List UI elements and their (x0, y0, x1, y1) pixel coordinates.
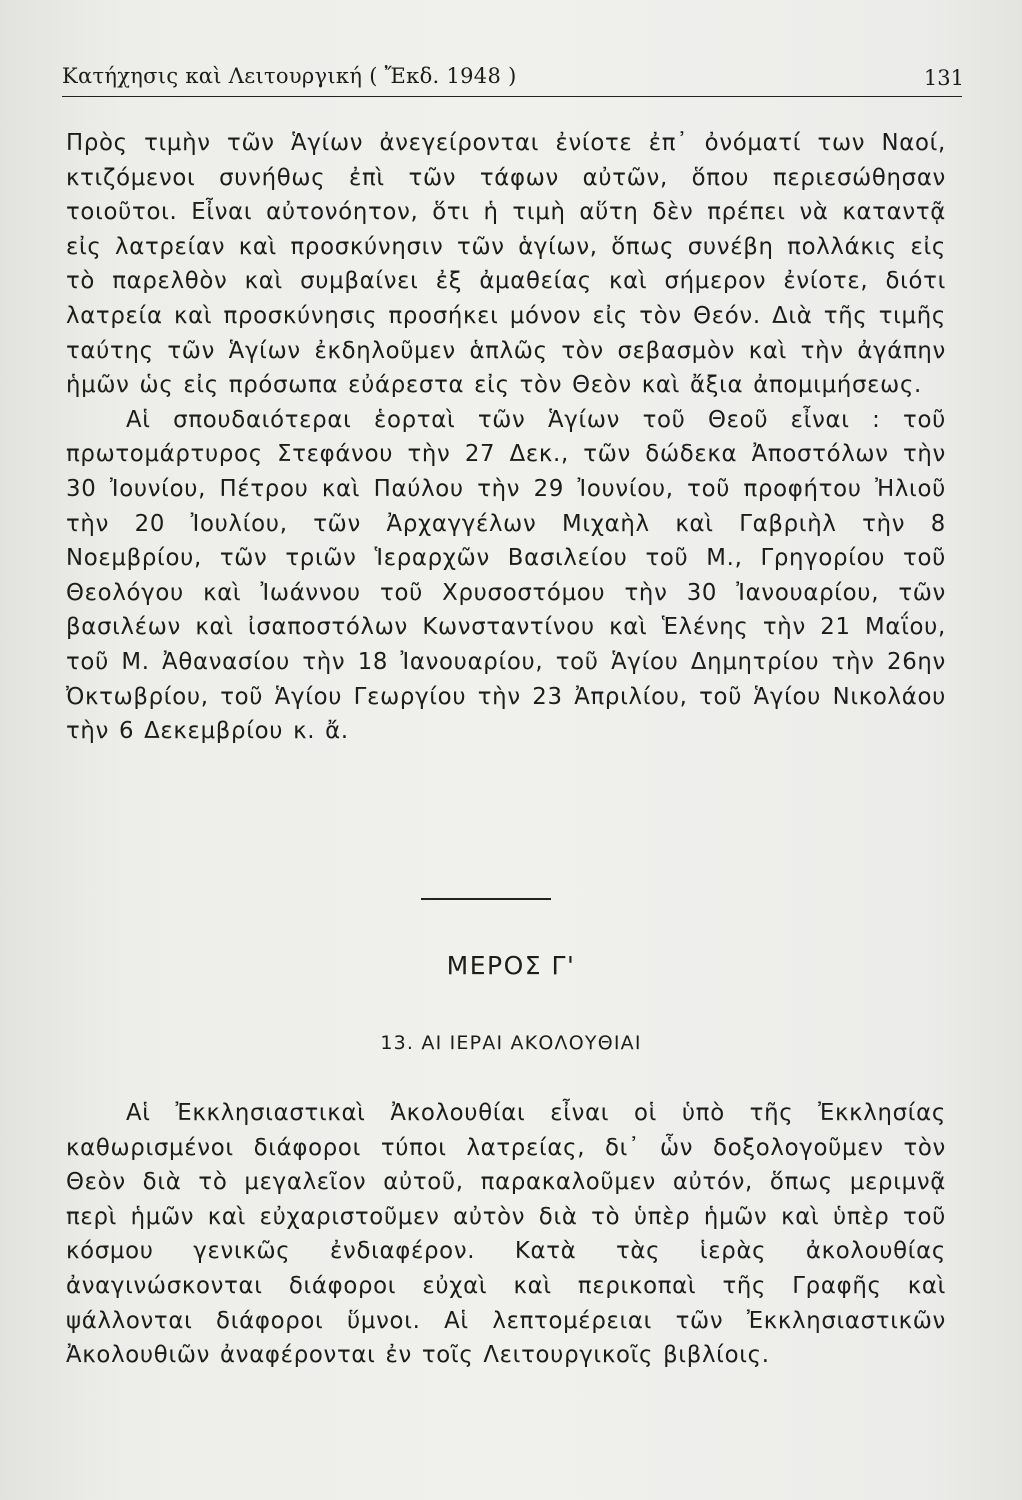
saints-honor-text (66, 126, 946, 749)
services-text (66, 1096, 946, 1373)
paragraph-holy-services: Αἱ Ἐκκλησιαστικαὶ Ἀκολουθίαι εἶναι οἱ ὑπὸ τῆς Ἐκκλησίας καθωρισμένοι διάφοροι τύποι λατρείας, δι᾽ ὧν δοξολογοῦμεν τὸν Θεὸν διὰ τὸ μεγαλεῖον αὐτοῦ, παρακαλοῦμεν αὐτόν, ὅπως μεριμνᾷ περὶ ἡμῶν καὶ εὐχαριστοῦμεν αὐτὸν διὰ τὸ ὑπὲρ ἡμῶν καὶ ὑπὲρ τοῦ κόσμου γενικῶς ἐνδιαφέρον. Κατὰ τὰς ἱερὰς ἀκολουθίας ἀναγινώσκονται διάφοροι εὐχαὶ καὶ περικοπαὶ τῆς Γραφῆς καὶ ψάλλονται διάφοροι ὕμνοι. Αἱ λεπτομέρειαι τῶν Ἐκκλησιαστικῶν Ἀκολουθιῶν ἀναφέρονται ἐν τοῖς Λειτουργικοῖς βιβλίοις. (66, 1100, 946, 1369)
part-title: ΜΕΡΟΣ Γ' (446, 951, 576, 980)
paragraph-saints-feasts: Αἱ σπουδαιότεραι ἑορταὶ τῶν Ἁγίων τοῦ Θεοῦ εἶναι : τοῦ πρωτομάρτυρος Στεφάνου τὴν 27 Δεκ., τῶν δώδεκα Ἀποστόλων τὴν 30 Ἰουνίου, Πέτρου καὶ Παύλου τὴν 29 Ἰουνίου, τοῦ προφήτου Ἠλιοῦ τὴν 20 Ἰουλίου, τῶν Ἀρχαγγέλων Μιχαὴλ καὶ Γαβριὴλ τὴν 8 Νοεμβρίου, τῶν τριῶν Ἱεραρχῶν Βασιλείου τοῦ Μ., Γρηγορίου τοῦ Θεολόγου καὶ Ἰωάννου τοῦ Χρυσοστόμου τὴν 30 Ἰανουαρίου, τῶν βασιλέων καὶ ἰσαποστόλων Κωνσταντίνου καὶ Ἑλένης τὴν 21 Μαΐου, τοῦ Μ. Ἀθανασίου τὴν 18 Ἰανουαρίου, τοῦ Ἁγίου Δημητρίου τὴν 26ην Ὀκτωβρίου, τοῦ Ἁγίου Γεωργίου τὴν 23 Ἀπριλίου, τοῦ Ἁγίου Νικολάου τὴν 6 Δεκεμβρίου κ. ἄ. (66, 406, 946, 745)
section-divider (421, 898, 551, 900)
paragraph-saints-churches: Πρὸς τιμὴν τῶν Ἁγίων ἀνεγείρονται ἐνίοτε ἐπ᾽ ὀνόματί των Ναοί, κτιζόμενοι συνήθως ἐπὶ τῶν τάφων αὐτῶν, ὅπου περιεσώθησαν τοιοῦτοι. Εἶναι αὐτονόητον, ὅτι ἡ τιμὴ αὕτη δὲν πρέπει νὰ καταντᾷ εἰς λατρείαν καὶ προσκύνησιν τῶν ἁγίων, ὅπως συνέβη πολλάκις εἰς τὸ παρελθὸν καὶ συμβαίνει ἐξ ἀμαθείας καὶ σήμερον ἐνίοτε, διότι λατρεία καὶ προσκύνησις προσήκει μόνον εἰς τὸν Θεόν. Διὰ τῆς τιμῆς ταύτης τῶν Ἁγίων ἐκδηλοῦμεν ἁπλῶς τὸν σεβασμὸν καὶ τὴν ἀγάπην ἡμῶν ὡς εἰς πρόσωπα εὐάρεστα εἰς τὸν Θεὸν καὶ ἄξια ἀπομιμήσεως. (66, 130, 946, 399)
section-title: 13. ΑΙ ΙΕΡΑΙ ΑΚΟΛΟΥΘΙΑΙ (380, 1032, 642, 1054)
page-number: 131 (923, 66, 964, 90)
running-header (62, 62, 962, 97)
header-title: Κατήχησις καὶ Λειτουργική ( Ἔκδ. 1948 ) (62, 64, 517, 88)
